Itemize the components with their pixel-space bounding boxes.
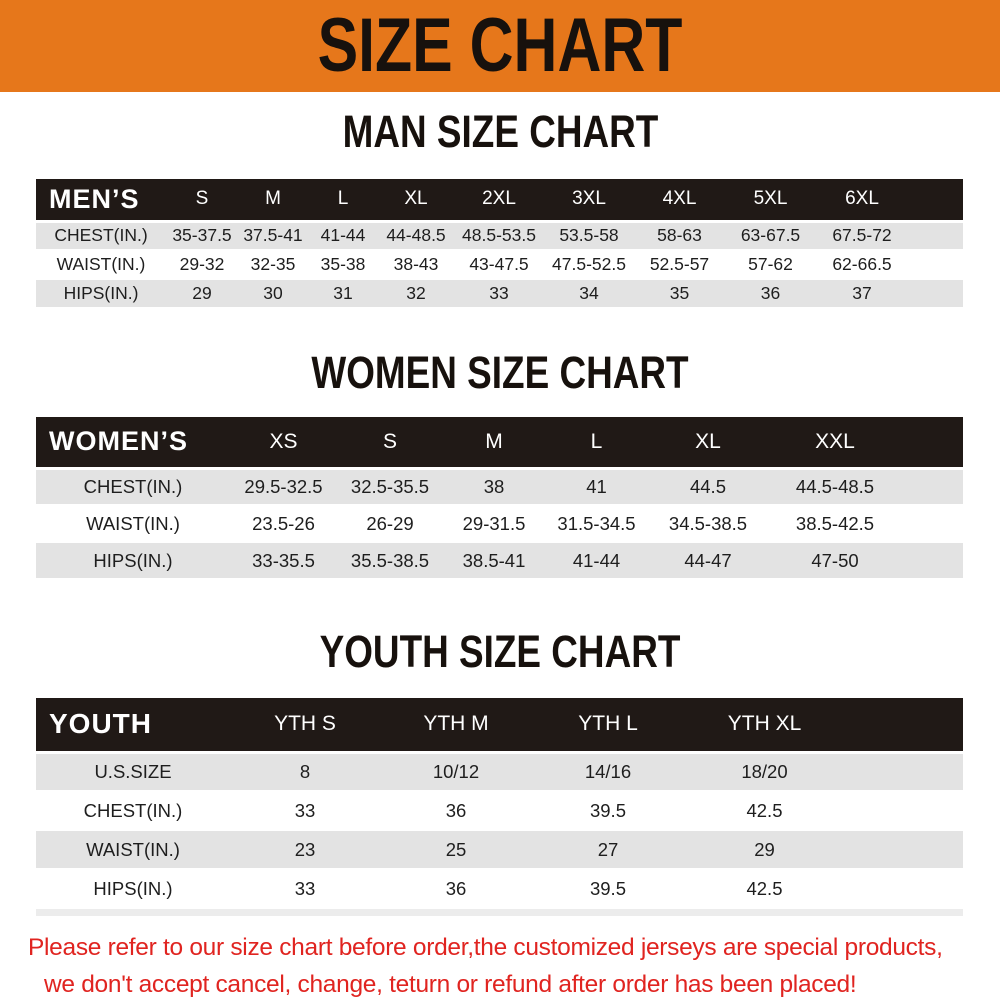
cell-value: 25 [380, 830, 532, 869]
women-size-chart-heading-text: WOMEN SIZE CHART [311, 347, 689, 398]
cell-value: 31 [308, 279, 378, 308]
size-column-header: L [545, 417, 648, 468]
spacer-cell [845, 830, 963, 869]
man-size-chart-heading [0, 106, 1000, 163]
cell-value: 27 [532, 830, 684, 869]
cell-value: 29-31.5 [443, 505, 545, 542]
cell-value: 37 [816, 279, 908, 308]
size-column-header: 5XL [725, 179, 816, 221]
size-column-header: M [238, 179, 308, 221]
row-label: CHEST(IN.) [36, 791, 230, 830]
cell-value: 33 [454, 279, 544, 308]
size-column-header: YTH M [380, 698, 532, 752]
cell-value: 35-37.5 [166, 221, 238, 250]
cell-value: 14/16 [532, 752, 684, 791]
cell-value: 53.5-58 [544, 221, 634, 250]
cell-value: 42.5 [684, 791, 845, 830]
cell-value: 10/12 [380, 752, 532, 791]
cell-value: 23 [230, 830, 380, 869]
youth-size-section [0, 626, 1000, 916]
spacer-cell [902, 417, 963, 468]
disclaimer-line-2: we don't accept cancel, change, teturn or refund after order has been placed! [44, 971, 857, 998]
corner-label: YOUTH [36, 698, 230, 752]
cell-value: 52.5-57 [634, 250, 725, 279]
cell-value: 58-63 [634, 221, 725, 250]
size-column-header: 6XL [816, 179, 908, 221]
cell-value: 33 [230, 791, 380, 830]
size-column-header: 3XL [544, 179, 634, 221]
measurement-row [36, 468, 963, 505]
size-chart-banner [0, 0, 1000, 92]
spacer-cell [908, 179, 963, 221]
women-size-section [0, 347, 1000, 580]
size-column-header: YTH XL [684, 698, 845, 752]
men-size-table [36, 179, 963, 309]
size-column-header: S [166, 179, 238, 221]
cell-value: 41-44 [545, 542, 648, 579]
cell-value: 30 [238, 279, 308, 308]
cell-value: 32-35 [238, 250, 308, 279]
cell-value: 29-32 [166, 250, 238, 279]
measurement-row [36, 279, 963, 308]
cell-value: 31.5-34.5 [545, 505, 648, 542]
cell-value: 47-50 [768, 542, 902, 579]
cell-value: 41 [545, 468, 648, 505]
measurement-row [36, 830, 963, 869]
measurement-row [36, 791, 963, 830]
spacer-cell [845, 752, 963, 791]
size-header-row [36, 698, 963, 752]
measurement-row [36, 542, 963, 579]
cell-value: 47.5-52.5 [544, 250, 634, 279]
size-column-header: XS [230, 417, 337, 468]
youth-size-chart-heading-text: YOUTH SIZE CHART [319, 626, 681, 677]
row-label: U.S.SIZE [36, 752, 230, 791]
size-column-header: XXL [768, 417, 902, 468]
man-size-chart-heading-text: MAN SIZE CHART [342, 106, 658, 157]
cell-value: 35.5-38.5 [337, 542, 443, 579]
size-column-header: 4XL [634, 179, 725, 221]
cell-value: 44.5-48.5 [768, 468, 902, 505]
cell-value: 36 [380, 869, 532, 908]
cell-value: 32 [378, 279, 454, 308]
row-label: WAIST(IN.) [36, 830, 230, 869]
spacer-cell [845, 869, 963, 908]
row-label: WAIST(IN.) [36, 505, 230, 542]
cell-value: 23.5-26 [230, 505, 337, 542]
cell-value: 63-67.5 [725, 221, 816, 250]
corner-label: WOMEN’S [36, 417, 230, 468]
cell-value: 35 [634, 279, 725, 308]
spacer-cell [845, 791, 963, 830]
measurement-row [36, 221, 963, 250]
cell-value: 29 [684, 830, 845, 869]
youth-size-table [36, 698, 963, 909]
row-label: HIPS(IN.) [36, 279, 166, 308]
cell-value: 62-66.5 [816, 250, 908, 279]
measurement-row [36, 752, 963, 791]
cell-value: 48.5-53.5 [454, 221, 544, 250]
cell-value: 41-44 [308, 221, 378, 250]
measurement-row [36, 250, 963, 279]
cell-value: 37.5-41 [238, 221, 308, 250]
spacer-cell [908, 279, 963, 308]
size-column-header: L [308, 179, 378, 221]
cell-value: 57-62 [725, 250, 816, 279]
measurement-row [36, 505, 963, 542]
cell-value: 35-38 [308, 250, 378, 279]
size-column-header: XL [378, 179, 454, 221]
youth-table-bottom-strip [36, 909, 963, 916]
cell-value: 34.5-38.5 [648, 505, 768, 542]
man-size-section [0, 106, 1000, 309]
cell-value: 67.5-72 [816, 221, 908, 250]
row-label: CHEST(IN.) [36, 221, 166, 250]
cell-value: 36 [380, 791, 532, 830]
spacer-cell [908, 221, 963, 250]
cell-value: 26-29 [337, 505, 443, 542]
cell-value: 8 [230, 752, 380, 791]
disclaimer-line-1: Please refer to our size chart before order,the customized jerseys are special products, [28, 934, 943, 961]
corner-label: MEN’S [36, 179, 166, 221]
disclaimer [0, 929, 1000, 1003]
measurement-row [36, 869, 963, 908]
cell-value: 44-47 [648, 542, 768, 579]
cell-value: 38 [443, 468, 545, 505]
cell-value: 39.5 [532, 791, 684, 830]
row-label: WAIST(IN.) [36, 250, 166, 279]
size-column-header: M [443, 417, 545, 468]
spacer-cell [908, 250, 963, 279]
cell-value: 32.5-35.5 [337, 468, 443, 505]
cell-value: 38.5-41 [443, 542, 545, 579]
cell-value: 44.5 [648, 468, 768, 505]
size-column-header: 2XL [454, 179, 544, 221]
size-column-header: YTH S [230, 698, 380, 752]
cell-value: 33 [230, 869, 380, 908]
row-label: HIPS(IN.) [36, 869, 230, 908]
size-header-row [36, 179, 963, 221]
cell-value: 38.5-42.5 [768, 505, 902, 542]
size-column-header: XL [648, 417, 768, 468]
cell-value: 29.5-32.5 [230, 468, 337, 505]
cell-value: 36 [725, 279, 816, 308]
size-column-header: YTH L [532, 698, 684, 752]
cell-value: 43-47.5 [454, 250, 544, 279]
women-size-table [36, 417, 963, 580]
spacer-cell [845, 698, 963, 752]
youth-size-chart-heading [0, 626, 1000, 683]
cell-value: 33-35.5 [230, 542, 337, 579]
spacer-cell [902, 505, 963, 542]
page-title: SIZE CHART [317, 3, 683, 88]
size-column-header: S [337, 417, 443, 468]
spacer-cell [902, 468, 963, 505]
row-label: CHEST(IN.) [36, 468, 230, 505]
cell-value: 39.5 [532, 869, 684, 908]
cell-value: 42.5 [684, 869, 845, 908]
cell-value: 34 [544, 279, 634, 308]
cell-value: 18/20 [684, 752, 845, 791]
women-size-chart-heading [0, 347, 1000, 404]
cell-value: 38-43 [378, 250, 454, 279]
size-header-row [36, 417, 963, 468]
row-label: HIPS(IN.) [36, 542, 230, 579]
cell-value: 29 [166, 279, 238, 308]
spacer-cell [902, 542, 963, 579]
cell-value: 44-48.5 [378, 221, 454, 250]
